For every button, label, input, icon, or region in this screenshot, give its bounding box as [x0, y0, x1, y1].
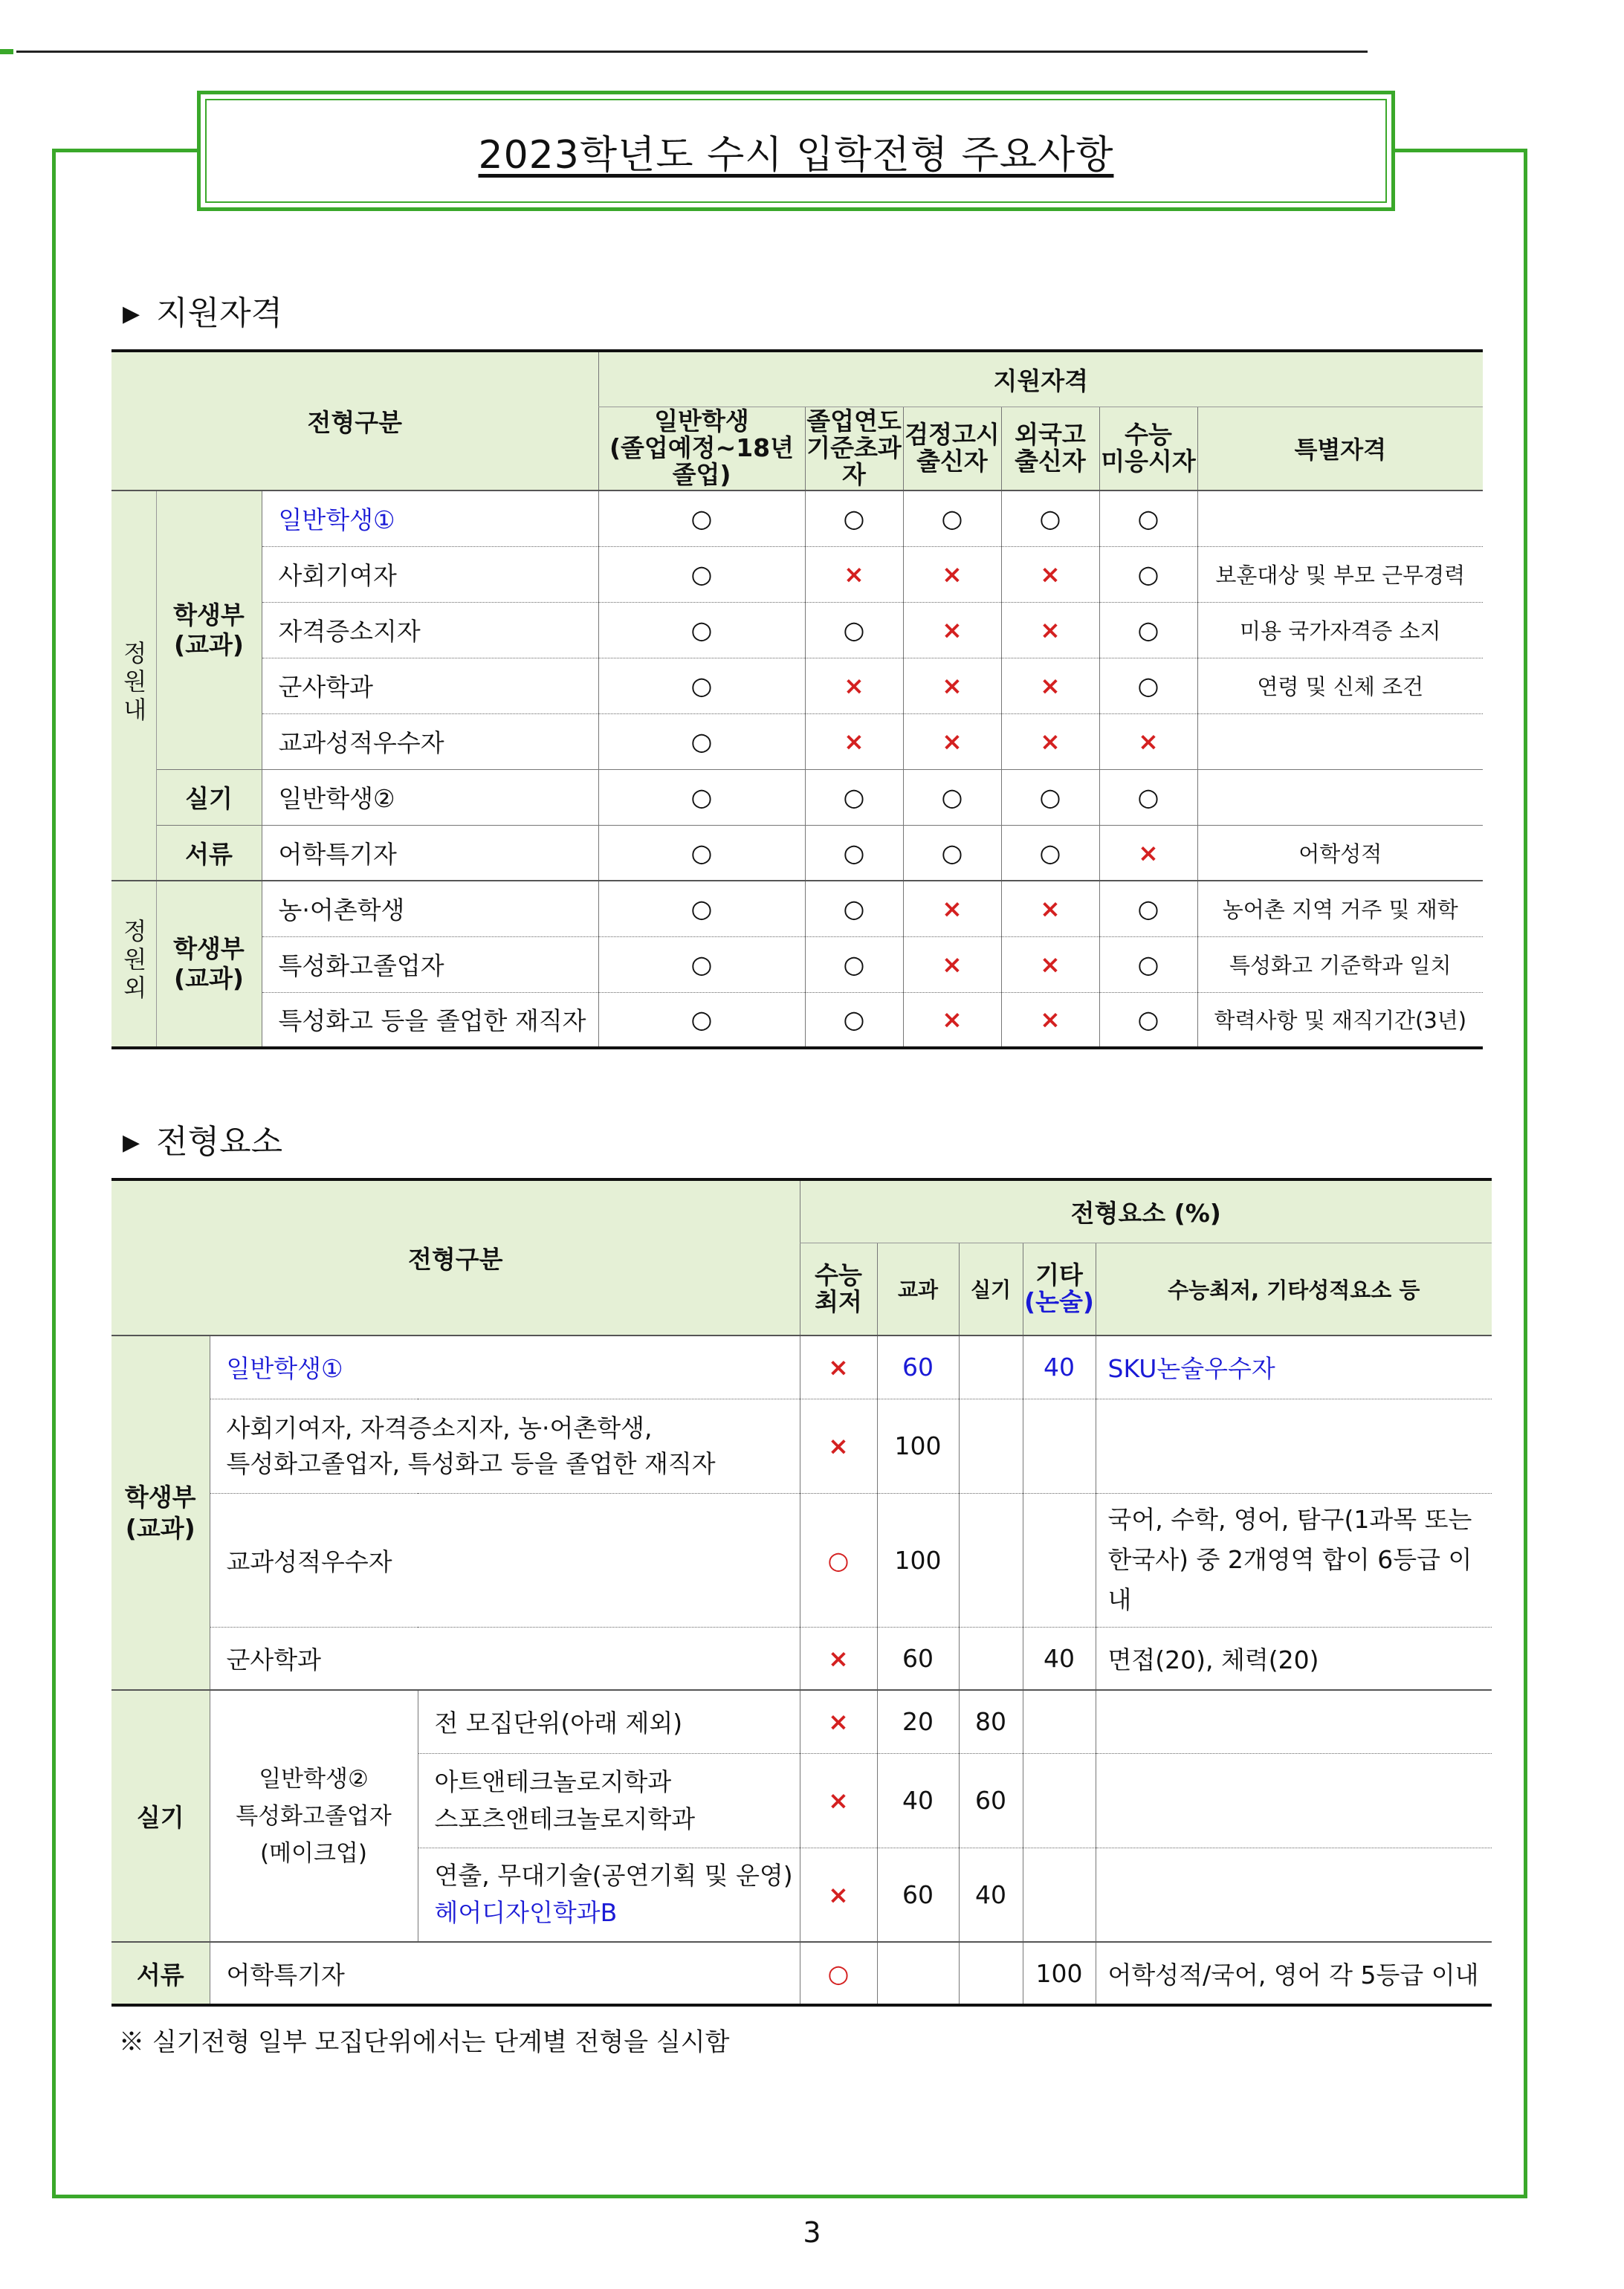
group-label-school-record: 학생부 (교과) — [111, 1335, 210, 1690]
group-label-in-quota: 정원내 — [111, 490, 156, 881]
cross-mark-icon: × — [903, 602, 1001, 658]
triangle-bullet-icon: ▶ — [123, 301, 140, 327]
circle-mark-icon: ○ — [598, 992, 805, 1048]
col-header-foreign: 외국고 출신자 — [1001, 407, 1099, 490]
col-header-nosuneung: 수능 미응시자 — [1099, 407, 1197, 490]
cross-mark-icon: × — [800, 1753, 877, 1848]
table-row: 자격증소지자 ○ ○ × × ○ 미용 국가자격증 소지 — [111, 602, 1483, 658]
cross-mark-icon: × — [903, 881, 1001, 936]
table-row: 학생부 (교과) 일반학생① × 60 40 SKU논술우수자 — [111, 1335, 1492, 1399]
circle-mark-icon: ○ — [1099, 769, 1197, 825]
circle-mark-icon: ○ — [1099, 658, 1197, 713]
col-header-overyear: 졸업연도 기준초과자 — [805, 407, 903, 490]
group-label-practical: 실기 — [156, 769, 262, 825]
elements-table — [111, 1178, 1492, 2007]
cross-mark-icon: × — [1001, 713, 1099, 769]
circle-mark-icon: ○ — [800, 1942, 877, 2005]
circle-mark-icon: ○ — [805, 881, 903, 936]
circle-mark-icon: ○ — [1099, 602, 1197, 658]
col-header-ged: 검정고시 출신자 — [903, 407, 1001, 490]
circle-mark-icon: ○ — [598, 658, 805, 713]
table-row: 연출, 무대기술(공연기획 및 운영) 헤어디자인학과B × 60 40 — [111, 1848, 1492, 1942]
qualification-table — [111, 349, 1483, 1049]
cross-mark-icon: × — [903, 713, 1001, 769]
circle-mark-icon: ○ — [1001, 490, 1099, 546]
circle-mark-icon: ○ — [598, 602, 805, 658]
col-header-other: 수능최저, 기타성적요소 등 — [1096, 1243, 1492, 1335]
col-header-gita: 기타 (논술) — [1023, 1243, 1096, 1335]
triangle-bullet-icon: ▶ — [123, 1130, 140, 1156]
cross-mark-icon: × — [800, 1690, 877, 1753]
circle-mark-icon: ○ — [805, 602, 903, 658]
circle-mark-icon: ○ — [800, 1493, 877, 1627]
table-row: 서류 어학특기자 ○ 100 어학성적/국어, 영어 각 5등급 이내 — [111, 1942, 1492, 2005]
cross-mark-icon: × — [903, 658, 1001, 713]
table-row: 실기 일반학생② 특성화고졸업자 (메이크업) 전 모집단위(아래 제외) × 20 80 — [111, 1690, 1492, 1753]
group-label-documents: 서류 — [156, 825, 262, 881]
circle-mark-icon: ○ — [598, 881, 805, 936]
cross-mark-icon: × — [1099, 825, 1197, 881]
page-number: 3 — [803, 2216, 821, 2249]
cross-mark-icon: × — [903, 936, 1001, 992]
circle-mark-icon: ○ — [598, 490, 805, 546]
table-row: 특성화고 등을 졸업한 재직자 ○ ○ × × ○ 학력사항 및 재직기간(3년) — [111, 992, 1483, 1048]
table-row — [111, 490, 1483, 546]
cross-mark-icon: × — [805, 713, 903, 769]
circle-mark-icon: ○ — [1099, 936, 1197, 992]
section-heading-elements: ▶ 전형요소 — [123, 1123, 283, 1161]
col-header-silgi: 실기 — [959, 1243, 1023, 1335]
section-heading-qualification: ▶ 지원자격 — [123, 294, 283, 332]
circle-mark-icon: ○ — [1099, 881, 1197, 936]
table-row: 실기 일반학생② ○ ○ ○ ○ ○ — [111, 769, 1483, 825]
circle-mark-icon: ○ — [903, 490, 1001, 546]
circle-mark-icon: ○ — [598, 546, 805, 602]
group-label-school-record: 학생부 (교과) — [156, 490, 262, 769]
table-row: 군사학과 ○ × × × ○ 연령 및 신체 조건 — [111, 658, 1483, 713]
table-row: 군사학과 × 60 40 면접(20), 체력(20) — [111, 1627, 1492, 1690]
group-label-documents: 서류 — [111, 1942, 210, 2005]
circle-mark-icon: ○ — [1001, 825, 1099, 881]
cross-mark-icon: × — [800, 1335, 877, 1399]
header-accent — [0, 49, 13, 54]
col-header-group: 전형구분 — [111, 351, 598, 490]
row-name: 일반학생① — [262, 490, 598, 546]
cross-mark-icon: × — [1099, 713, 1197, 769]
cross-mark-icon: × — [903, 546, 1001, 602]
table-row: 교과성적우수자 ○ 100 국어, 수학, 영어, 탐구(1과목 또는 한국사) 중 2개영역 합이 6등급 이내 — [111, 1493, 1492, 1627]
col-header-suneung: 수능 최저 — [800, 1243, 877, 1335]
page-title: 2023학년도 수시 입학전형 주요사항 — [478, 132, 1114, 178]
circle-mark-icon: ○ — [1001, 769, 1099, 825]
group-label-school-record-2: 학생부 (교과) — [156, 881, 262, 1048]
col-header-qualification: 지원자격 — [598, 351, 1483, 407]
group-label-practical: 실기 — [111, 1690, 210, 1942]
header-rule — [16, 51, 1368, 53]
cross-mark-icon: × — [903, 992, 1001, 1048]
cross-mark-icon: × — [800, 1848, 877, 1942]
cross-mark-icon: × — [1001, 546, 1099, 602]
circle-mark-icon: ○ — [903, 769, 1001, 825]
cross-mark-icon: × — [805, 658, 903, 713]
col-header-elements: 전형요소 (%) — [800, 1179, 1492, 1243]
cross-mark-icon: × — [1001, 936, 1099, 992]
table-row: 서류 어학특기자 ○ ○ ○ ○ × 어학성적 — [111, 825, 1483, 881]
circle-mark-icon: ○ — [598, 713, 805, 769]
col-header-group: 전형구분 — [111, 1179, 800, 1335]
circle-mark-icon: ○ — [598, 769, 805, 825]
table-row: 사회기여자, 자격증소지자, 농·어촌학생, 특성화고졸업자, 특성화고 등을 졸업한 재직자 × 100 — [111, 1399, 1492, 1493]
col-header-special: 특별자격 — [1197, 407, 1483, 490]
cross-mark-icon: × — [1001, 658, 1099, 713]
cross-mark-icon: × — [1001, 881, 1099, 936]
circle-mark-icon: ○ — [805, 769, 903, 825]
group-label-out-quota: 정원외 — [111, 881, 156, 1048]
table-row: 특성화고졸업자 ○ ○ × × ○ 특성화고 기준학과 일치 — [111, 936, 1483, 992]
table-row: 교과성적우수자 ○ × × × × — [111, 713, 1483, 769]
table-row: 아트앤테크놀로지학과 스포츠앤테크놀로지학과 × 40 60 — [111, 1753, 1492, 1848]
circle-mark-icon: ○ — [1099, 546, 1197, 602]
circle-mark-icon: ○ — [805, 936, 903, 992]
cross-mark-icon: × — [1001, 992, 1099, 1048]
circle-mark-icon: ○ — [1099, 490, 1197, 546]
circle-mark-icon: ○ — [805, 825, 903, 881]
circle-mark-icon: ○ — [805, 490, 903, 546]
title-box — [197, 91, 1395, 211]
circle-mark-icon: ○ — [903, 825, 1001, 881]
cross-mark-icon: × — [800, 1627, 877, 1690]
col-header-general: 일반학생 (졸업예정~18년졸업) — [598, 407, 805, 490]
circle-mark-icon: ○ — [598, 936, 805, 992]
cross-mark-icon: × — [1001, 602, 1099, 658]
cross-mark-icon: × — [800, 1399, 877, 1493]
circle-mark-icon: ○ — [805, 992, 903, 1048]
table-row: 정원외 학생부 (교과) 농·어촌학생 ○ ○ × × ○ 농어촌 지역 거주 및 재학 — [111, 881, 1483, 936]
col-header-gyogwa: 교과 — [877, 1243, 959, 1335]
practical-subgroup: 일반학생② 특성화고졸업자 (메이크업) — [210, 1690, 418, 1942]
cross-mark-icon: × — [805, 546, 903, 602]
circle-mark-icon: ○ — [598, 825, 805, 881]
table-row: 사회기여자 ○ × × × ○ 보훈대상 및 부모 근무경력 — [111, 546, 1483, 602]
footnote: ※ 실기전형 일부 모집단위에서는 단계별 전형을 실시함 — [119, 2027, 730, 2057]
circle-mark-icon: ○ — [1099, 992, 1197, 1048]
